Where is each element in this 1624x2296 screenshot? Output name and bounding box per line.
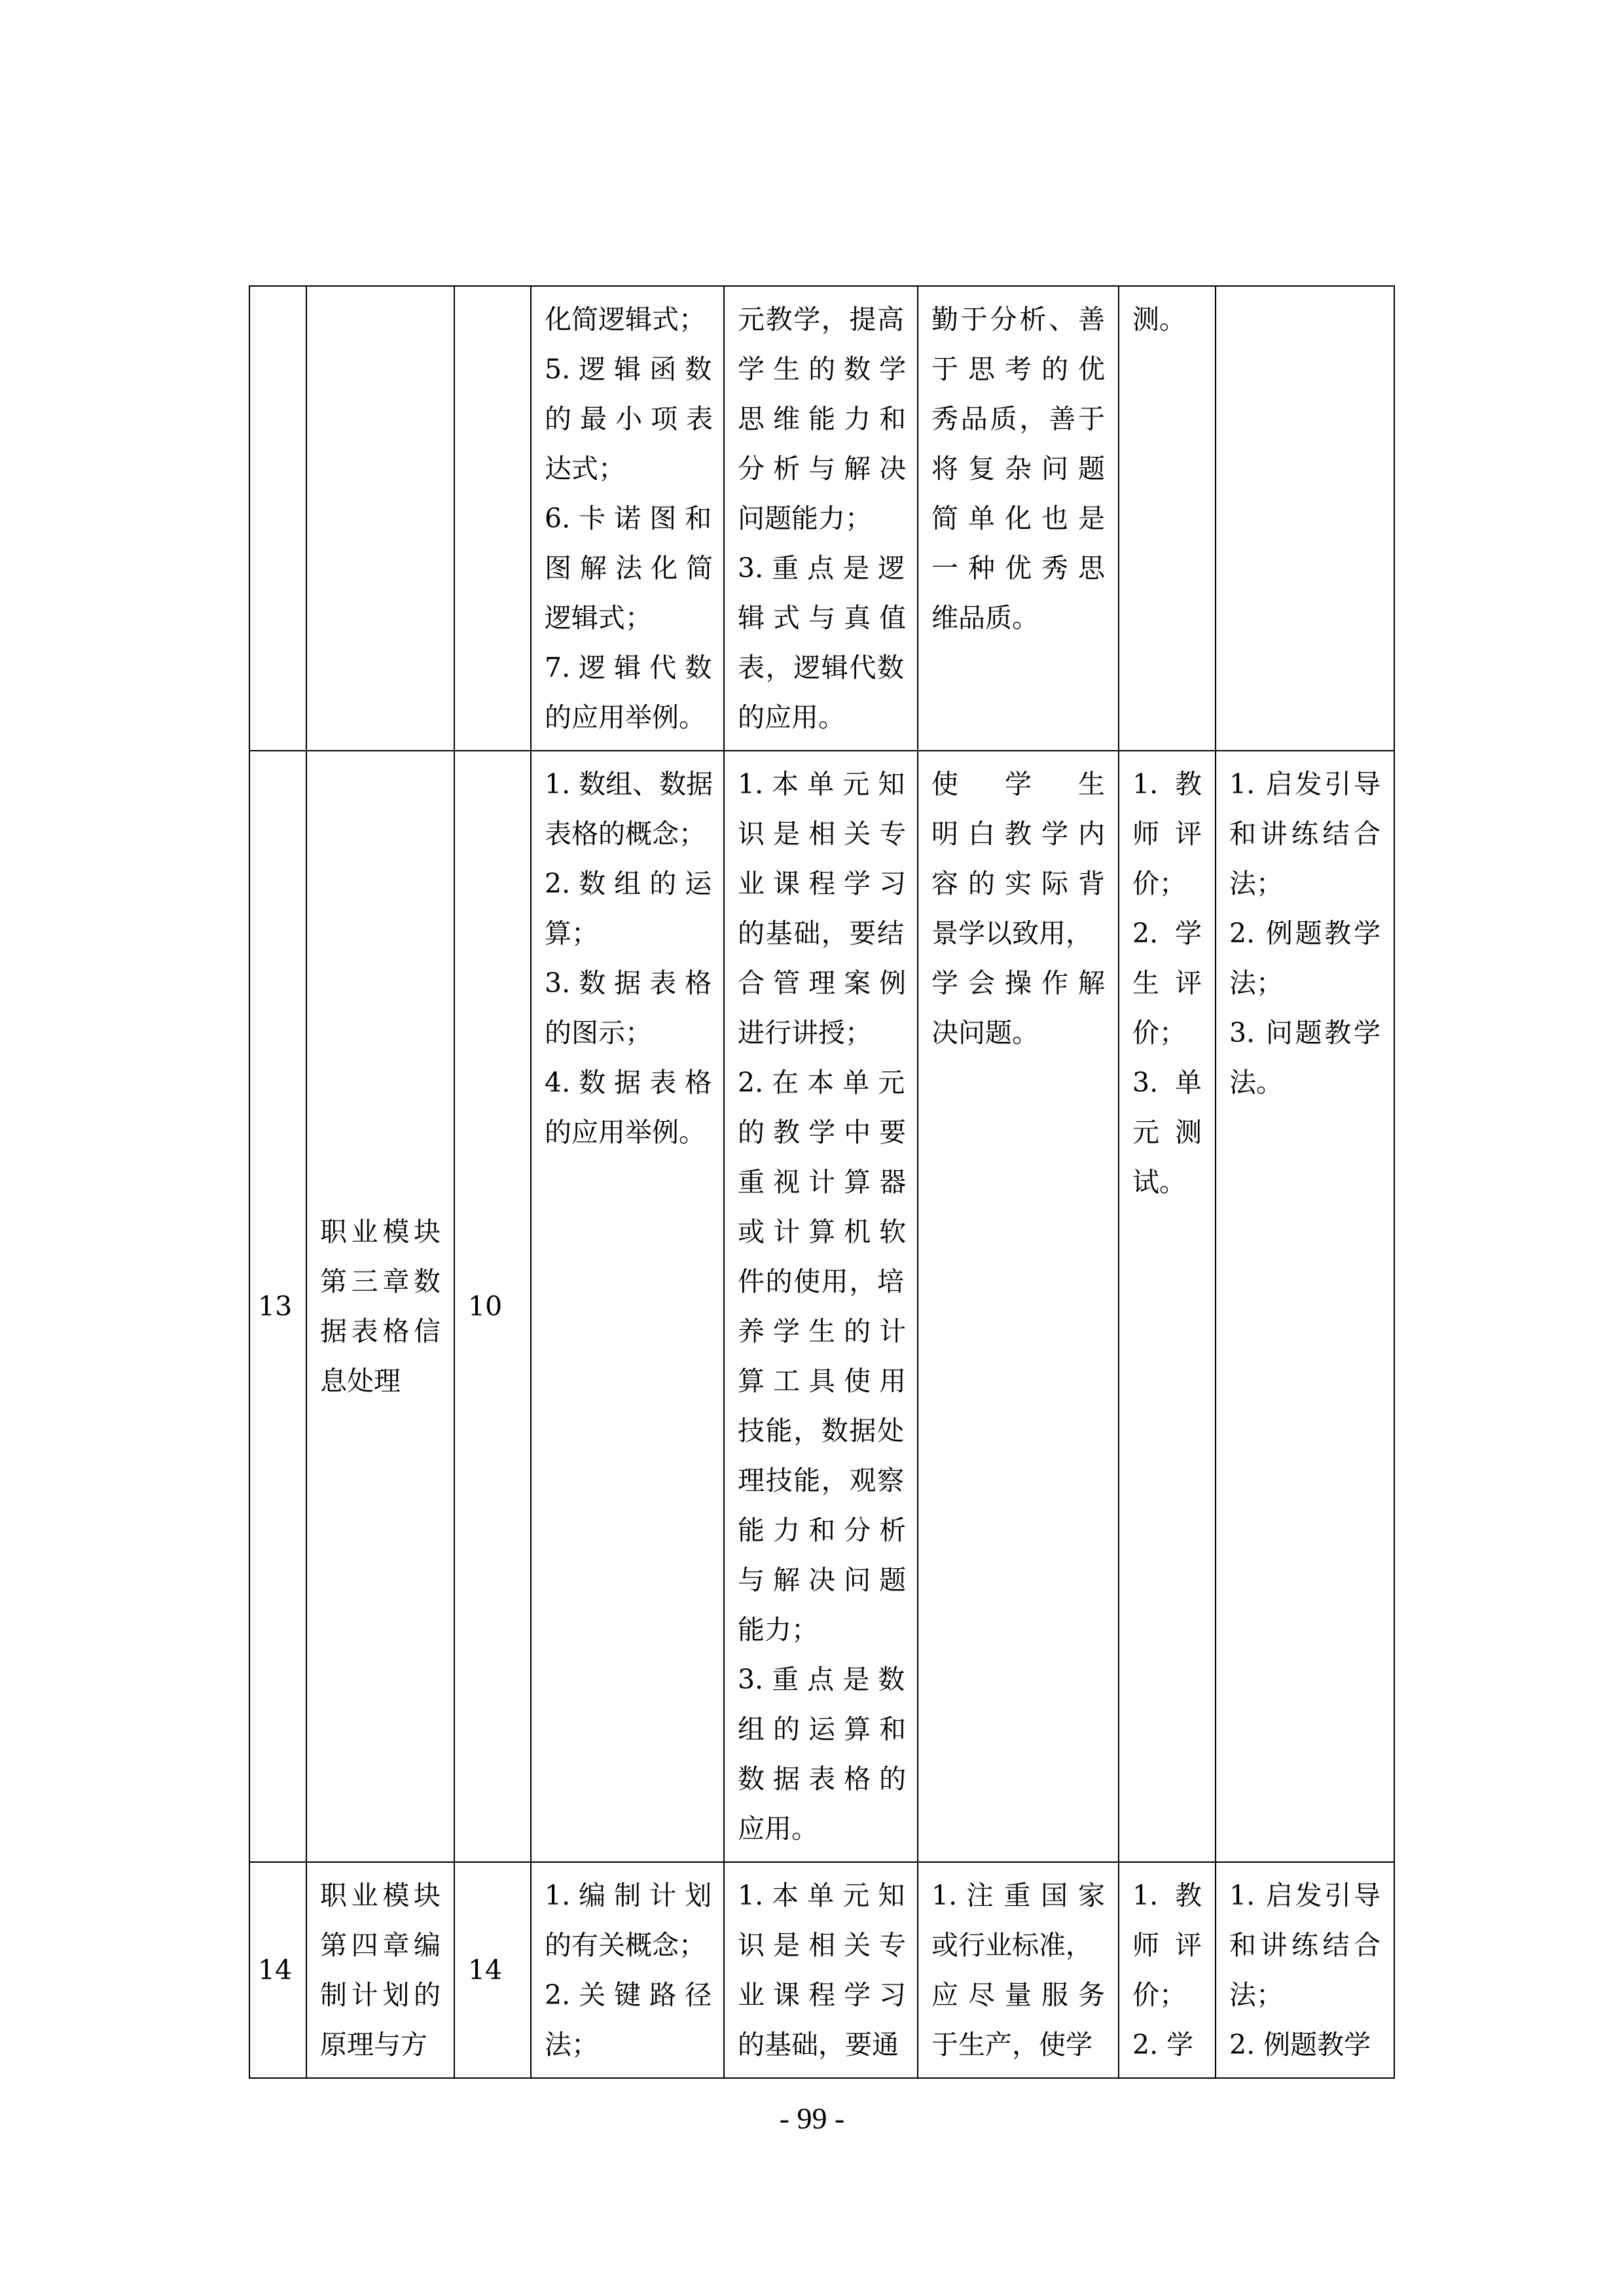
cell-line: 2. 数 组 的 运 [545, 868, 712, 899]
module-name-cell [306, 1862, 454, 2078]
cell-line: 2. 学 [1132, 2029, 1194, 2060]
cell-line: 元 测 [1132, 1117, 1202, 1148]
cell-line: 问题能力； [738, 503, 872, 534]
cell-line: 件的使用，培 [738, 1266, 904, 1297]
cell-line: 2. 例题教学 [1229, 918, 1380, 949]
cell-line: 1. 数组、数据 [545, 768, 713, 800]
assessment-cell [1119, 751, 1216, 1862]
cell-line: 的基础，要通 [738, 2029, 899, 2060]
cell-line: 6. 卡 诺 图 和 [545, 503, 712, 534]
cell-line: 与 解 决 问 题 [738, 1564, 907, 1596]
cell-line: 一 种 优 秀 思 [931, 552, 1105, 584]
cell-line: 2. 关 键 路 径 [545, 1979, 712, 2011]
module-name-cell [306, 286, 454, 751]
cell-line: 元教学，提高 [738, 304, 904, 335]
cell-line: 的应用举例。 [545, 1117, 706, 1148]
ideology-cell [918, 751, 1119, 1862]
methods-cell [1216, 1862, 1394, 2078]
cell-line: 1. 启发引导 [1229, 768, 1380, 800]
cell-line: 识 是 相 关 专 [738, 1929, 907, 1961]
cell-line: 重 视 计 算 器 [738, 1166, 907, 1198]
cell-line: 1. 教 [1132, 768, 1202, 800]
cell-line: 识 是 相 关 专 [738, 818, 907, 850]
cell-line: 第三章数 [320, 1266, 441, 1297]
cell-line: 数 据 表 格 的 [738, 1763, 907, 1795]
cell-line: 3. 单 [1132, 1067, 1202, 1098]
cell-line: 法。 [1229, 1067, 1283, 1098]
cell-line: 1. 注 重 国 家 [931, 1880, 1105, 1911]
assessment-cell [1119, 286, 1216, 751]
cell-line: 秀品质，善于 [931, 403, 1105, 435]
cell-line: 和讲练结合 [1229, 818, 1380, 850]
cell-line: 于 思 考 的 优 [931, 353, 1105, 385]
cell-line: 景学以致用， [931, 918, 1092, 949]
cell-line: 分 析 与 解 决 [738, 453, 907, 484]
cell-line: 原理与方 [320, 2029, 427, 2060]
cell-line: 学 会 操 作 解 [931, 967, 1105, 999]
cell-line: 能力； [738, 1614, 818, 1645]
cell-line: 表格的概念； [545, 818, 706, 850]
cell-line: 师 评 [1132, 1929, 1202, 1961]
cell-line: 维品质。 [931, 602, 1039, 634]
cell-line: 价； [1132, 1017, 1186, 1049]
hours-cell: 10 [454, 751, 531, 1862]
cell-line: 明 白 教 学 内 [931, 818, 1105, 850]
cell-line: 算 工 具 使 用 [738, 1365, 907, 1397]
cell-line: 4. 数 据 表 格 [545, 1067, 712, 1098]
cell-line: 师 评 [1132, 818, 1202, 850]
cell-line: 3. 问题教学 [1229, 1017, 1380, 1049]
table-row [249, 751, 1394, 1862]
cell-line: 业 课 程 学 习 [738, 868, 907, 899]
cell-line: 或行业标准， [931, 1929, 1092, 1961]
row-number-cell: 13 [249, 751, 306, 1862]
cell-line: 勤于分析、善 [931, 304, 1105, 335]
cell-line: 使 学 生 [931, 768, 1105, 800]
cell-line: 技能，数据处 [738, 1415, 904, 1446]
cell-line: 1. 启发引导 [1229, 1880, 1380, 1911]
cell-line: 试。 [1132, 1166, 1186, 1198]
cell-line: 的 最 小 项 表 [545, 403, 713, 435]
row-number-cell: 14 [249, 1862, 306, 2078]
cell-line: 业 课 程 学 习 [738, 1979, 907, 2011]
cell-line: 的 教 学 中 要 [738, 1117, 907, 1148]
cell-line: 7. 逻 辑 代 数 [545, 652, 712, 683]
cell-line: 生 评 [1132, 967, 1202, 999]
cell-line: 测。 [1132, 304, 1186, 335]
syllabus-table [249, 285, 1395, 2079]
requirements-cell [724, 751, 918, 1862]
requirements-cell [724, 286, 918, 751]
methods-cell [1216, 751, 1394, 1862]
cell-line: 理技能，观察 [738, 1465, 904, 1496]
hours-cell: 14 [454, 1862, 531, 2078]
cell-line: 5. 逻 辑 函 数 [545, 353, 712, 385]
cell-line: 逻辑式； [545, 602, 652, 634]
methods-cell [1216, 286, 1394, 751]
cell-line: 表，逻辑代数 [738, 652, 904, 683]
cell-line: 1. 本 单 元 知 [738, 768, 905, 800]
module-name-cell [306, 751, 454, 1862]
cell-line: 算； [545, 918, 598, 949]
cell-line: 2. 在 本 单 元 [738, 1067, 905, 1098]
table-row [249, 1862, 1394, 2078]
cell-line: 3. 重 点 是 逻 [738, 552, 905, 584]
cell-line: 学 生 的 数 学 [738, 353, 907, 385]
cell-line: 据表格信 [320, 1316, 441, 1347]
cell-line: 和讲练结合 [1229, 1929, 1380, 1961]
cell-line: 1. 编 制 计 划 [545, 1880, 712, 1911]
cell-line: 思 维 能 力 和 [738, 403, 907, 435]
assessment-cell [1119, 1862, 1216, 2078]
cell-line: 第四章编 [320, 1929, 441, 1961]
cell-line: 应 尽 量 服 务 [931, 1979, 1105, 2011]
cell-line: 2. 例题教学 [1229, 2029, 1371, 2060]
cell-line: 辑 式 与 真 值 [738, 602, 907, 634]
cell-line: 应用。 [738, 1813, 818, 1844]
content-cell [531, 286, 724, 751]
cell-line: 决问题。 [931, 1017, 1039, 1049]
cell-line: 1. 本 单 元 知 [738, 1880, 905, 1911]
page-number: - 99 - [779, 2102, 845, 2135]
cell-line: 1. 教 [1132, 1880, 1202, 1911]
cell-line: 价； [1132, 868, 1186, 899]
cell-line: 将 复 杂 问 题 [931, 453, 1105, 484]
cell-line: 简 单 化 也 是 [931, 503, 1105, 534]
cell-line: 职业模块 [320, 1216, 441, 1247]
cell-line: 进行讲授； [738, 1017, 872, 1049]
ideology-cell [918, 1862, 1119, 2078]
cell-line: 容 的 实 际 背 [931, 868, 1105, 899]
cell-line: 能 力 和 分 析 [738, 1515, 907, 1546]
cell-line: 于生产，使学 [931, 2029, 1092, 2060]
cell-line: 法； [545, 2029, 598, 2060]
cell-line: 的基础，要结 [738, 918, 904, 949]
cell-line: 3. 重 点 是 数 [738, 1664, 905, 1695]
requirements-cell [724, 1862, 918, 2078]
cell-line: 组 的 运 算 和 [738, 1713, 907, 1745]
cell-line: 3. 数 据 表 格 [545, 967, 712, 999]
cell-line: 法； [1229, 967, 1283, 999]
cell-line: 息处理 [320, 1365, 401, 1397]
cell-line: 的应用举例。 [545, 702, 706, 733]
cell-line: 法； [1229, 868, 1283, 899]
table-row [249, 286, 1394, 751]
cell-line: 的应用。 [738, 702, 845, 733]
hours-cell [454, 286, 531, 751]
cell-line: 的图示； [545, 1017, 652, 1049]
cell-line: 或 计 算 机 软 [738, 1216, 907, 1247]
cell-line: 2. 学 [1132, 918, 1202, 949]
cell-line: 养 学 生 的 计 [738, 1316, 907, 1347]
ideology-cell [918, 286, 1119, 751]
cell-line: 法； [1229, 1979, 1283, 2011]
cell-line: 达式； [545, 453, 625, 484]
cell-line: 图 解 法 化 简 [545, 552, 713, 584]
cell-line: 价； [1132, 1979, 1186, 2011]
cell-line: 制计划的 [320, 1979, 441, 2011]
cell-line: 合 管 理 案 例 [738, 967, 907, 999]
content-cell [531, 751, 724, 1862]
content-cell [531, 1862, 724, 2078]
cell-line: 化简逻辑式； [545, 304, 706, 335]
cell-line: 职业模块 [320, 1880, 441, 1911]
row-number-cell [249, 286, 306, 751]
cell-line: 的有关概念； [545, 1929, 706, 1961]
